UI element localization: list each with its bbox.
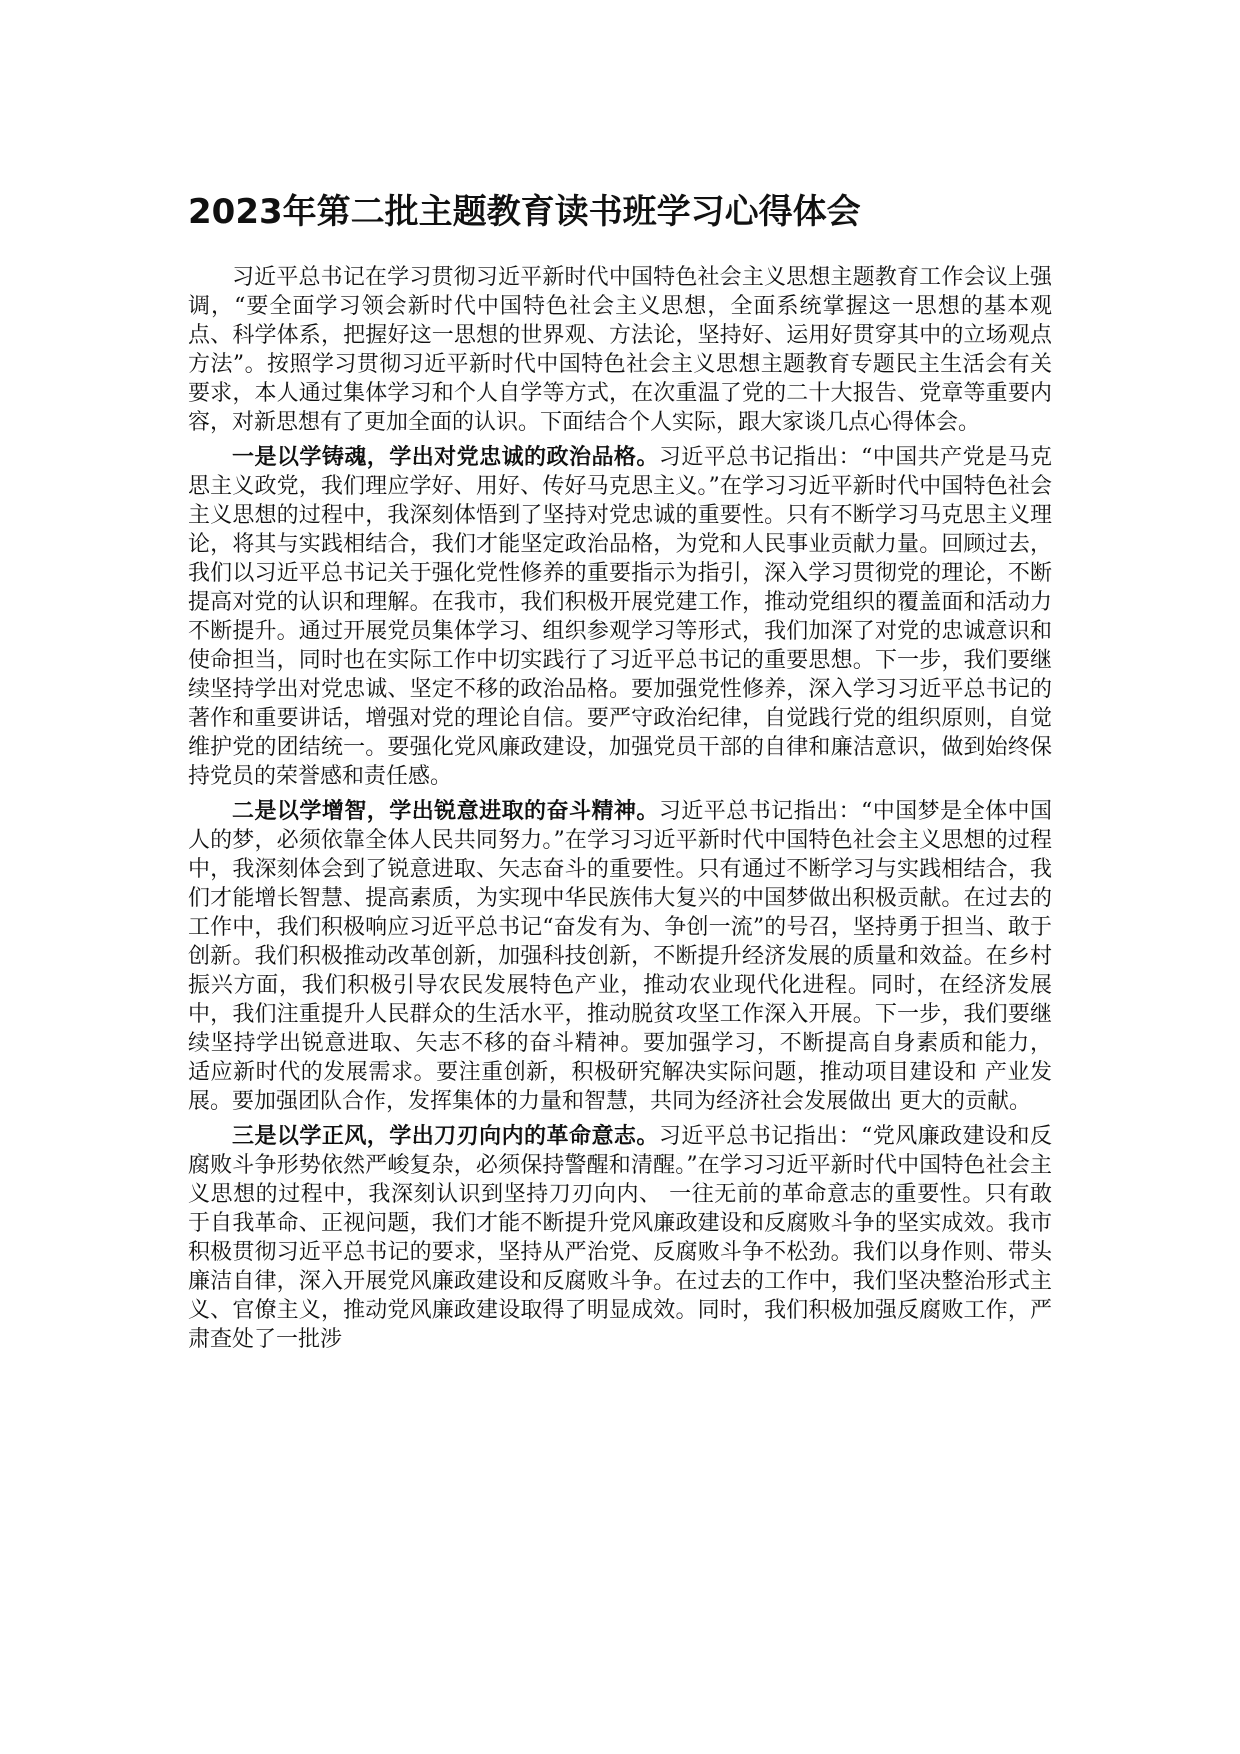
paragraph-lead: 三是以学正风，学出刀刃向内的革命意志。 bbox=[232, 1123, 659, 1149]
paragraph-lead: 一是以学铸魂，学出对党忠诚的政治品格。 bbox=[232, 444, 659, 470]
paragraph-text: 习近平总书记在学习贯彻习近平新时代中国特色社会主义思想主题教育工作会议上强调，“要全面学习领会新时代中国特色社会主义思想，全面系统掌握这一思想的基本观点、科学体系，把握好这一思想的世界观、方法论，坚持好、运用好贯穿其中的立场观点方法”。按照学习贯彻习近平新时代中国特色社会主义思想主题教育专题民主生活会有关要求，本人通过集体学习和个人自学等方式，在次重温了党的二十大报告、党章等重要内容，对新思想有了更加全面的认识。下面结合个人实际，跟大家谈几点心得体会。 bbox=[188, 265, 1052, 435]
paragraph-point-1 bbox=[188, 443, 1052, 791]
paragraph-text: 习近平总书记指出：“中国共产党是马克思主义政党，我们理应学好、用好、传好马克思主义。”在学习习近平新时代中国特色社会主义思想的过程中，我深刻体悟到了坚持对党忠诚的重要性。只有不断学习马克思主义理论，将其与实践相结合，我们才能坚定政治品格，为党和人民事业贡献力量。回顾过去，我们以习近平总书记关于强化党性修养的重要指示为指引，深入学习贯彻党的理论，不断提高对党的认识和理解。在我市，我们积极开展党建工作，推动党组织的覆盖面和活动力不断提升。通过开展党员集体学习、组织参观学习等形式，我们加深了对党的忠诚意识和使命担当，同时也在实际工作中切实践行了习近平总书记的重要思想。下一步，我们要继续坚持学出对党忠诚、坚定不移的政治品格。要加强党性修养，深入学习习近平总书记的著作和重要讲话，增强对党的理论自信。要严守政治纪律，自觉践行党的组织原则，自觉维护党的团结统一。要强化党风廉政建设，加强党员干部的自律和廉洁意识，做到始终保持党员的荣誉感和责任感。 bbox=[188, 445, 1052, 789]
paragraph-lead: 二是以学增智，学出锐意进取的奋斗精神。 bbox=[232, 798, 659, 824]
paragraph-point-3 bbox=[188, 1122, 1052, 1354]
document-title: 2023年第二批主题教育读书班学习心得体会 bbox=[188, 192, 861, 232]
paragraph-point-2 bbox=[188, 797, 1052, 1116]
paragraph-text: 习近平总书记指出：“中国梦是全体中国人的梦，必须依靠全体人民共同努力。”在学习习近平新时代中国特色社会主义思想的过程中，我深刻体会到了锐意进取、矢志奋斗的重要性。只有通过不断学习与实践相结合，我们才能增长智慧、提高素质，为实现中华民族伟大复兴的中国梦做出积极贡献。在过去的工作中，我们积极响应习近平总书记“奋发有为、争创一流”的号召，坚持勇于担当、敢于创新。我们积极推动改革创新，加强科技创新，不断提升经济发展的质量和效益。在乡村振兴方面，我们积极引导农民发展特色产业，推动农业现代化进程。同时，在经济发展中，我们注重提升人民群众的生活水平，推动脱贫攻坚工作深入开展。下一步，我们要继续坚持学出锐意进取、矢志不移的奋斗精神。要加强学习，不断提高自身素质和能力， 适应新时代的发展需求。要注重创新，积极研究解决实际问题，推动项目建设和 产业发展。要加强团队合作，发挥集体的力量和智慧，共同为经济社会发展做出 更大的贡献。 bbox=[188, 799, 1053, 1114]
document-body bbox=[188, 263, 1052, 1360]
paragraph-intro bbox=[188, 263, 1052, 437]
paragraph-text: 习近平总书记指出：“党风廉政建设和反腐败斗争形势依然严峻复杂，必须保持警醒和清醒。”在学习习近平新时代中国特色社会主义思想的过程中，我深刻认识到坚持刀刃向内、 一往无前的革命意志的重要性。只有敢于自我革命、正视问题，我们才能不断提升党风廉政建设和反腐败斗争的坚实成效。我市积极贯彻习近平总书记的要求，坚持从严治党、反腐败斗争不松劲。我们以身作则、带头廉洁自律，深入开展党风廉政建设和反腐败斗争。在过去的工作中，我们坚决整治形式主义、官僚主义，推动党风廉政建设取得了明显成效。同时，我们积极加强反腐败工作，严肃查处了一批涉 bbox=[188, 1124, 1052, 1352]
